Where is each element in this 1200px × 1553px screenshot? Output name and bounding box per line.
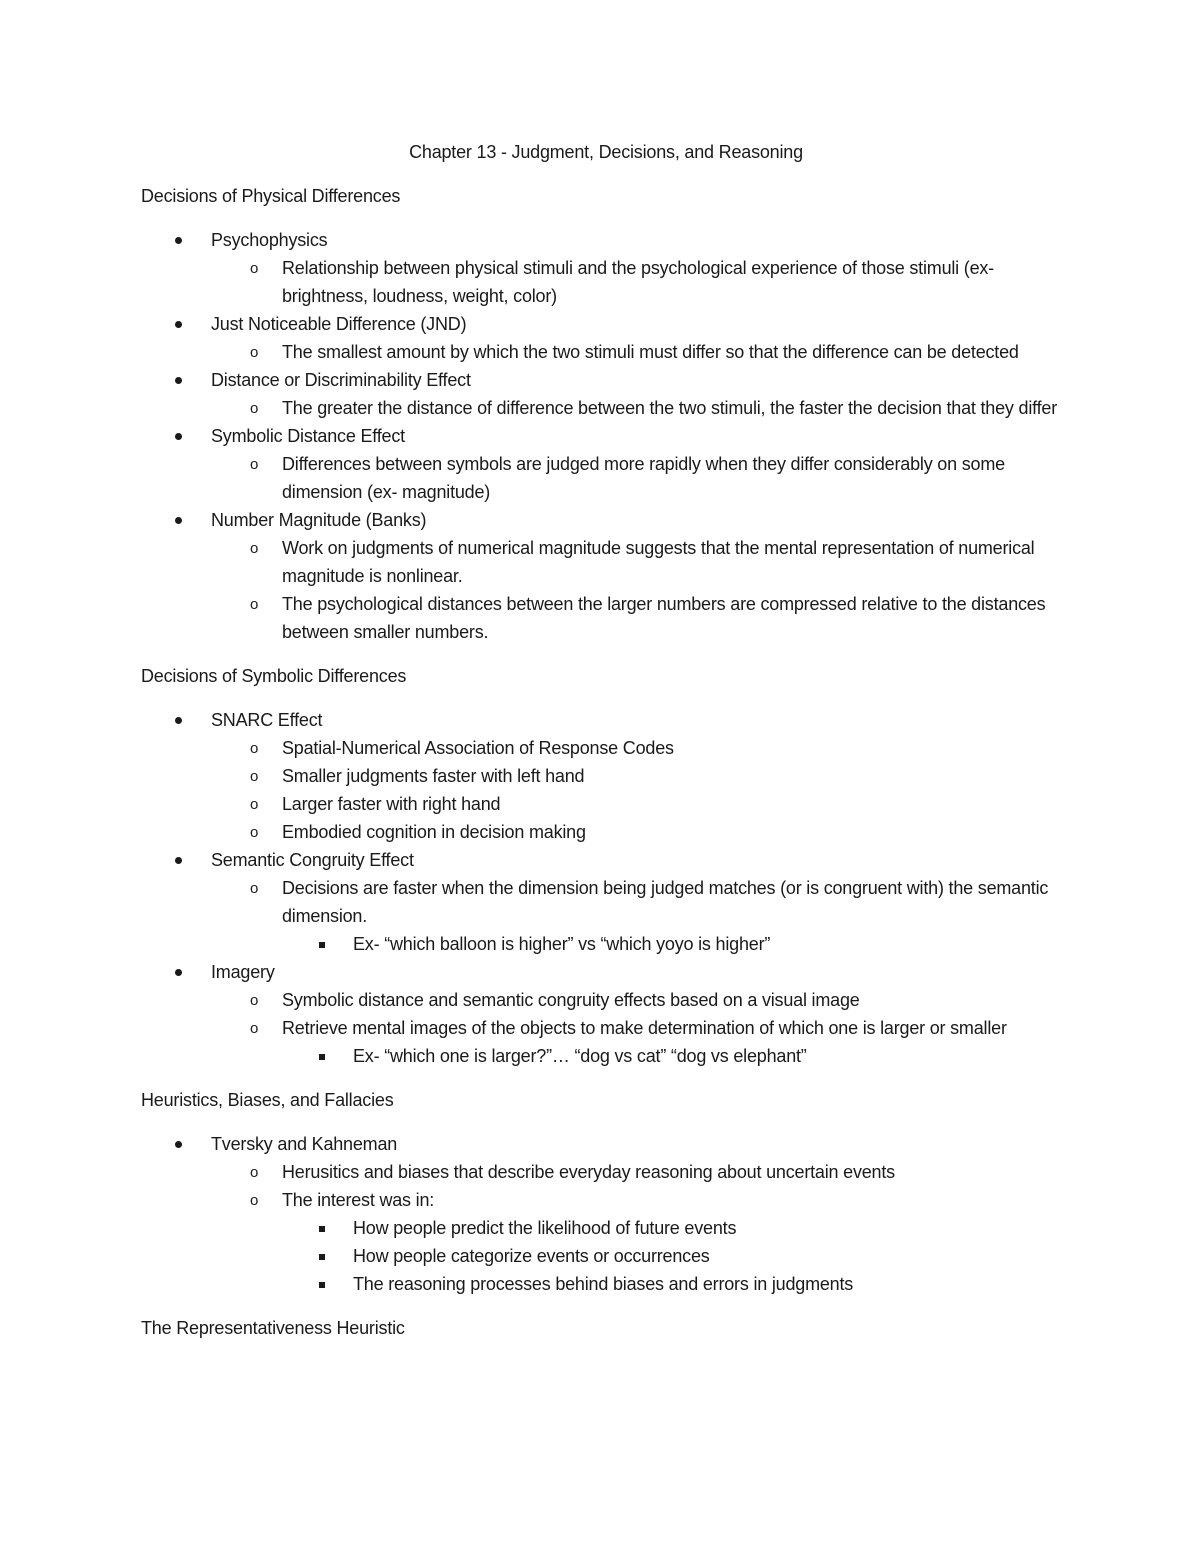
detail-list [141, 930, 1071, 958]
list-item-label: Number Magnitude (Banks) [211, 510, 427, 530]
sublist [141, 254, 1071, 310]
circle-bullet-icon: o [250, 880, 259, 897]
square-bullet-icon [319, 1282, 325, 1288]
list-item [141, 706, 1071, 846]
sublist-item [141, 534, 1071, 590]
sublist-item-text: Herusitics and biases that describe everyday reasoning about uncertain events [282, 1162, 895, 1182]
bullet-dot-icon [175, 717, 182, 724]
circle-bullet-icon: o [250, 1164, 259, 1181]
sublist-item [141, 790, 1071, 818]
section-list [141, 226, 1071, 646]
bullet-dot-icon [175, 1141, 182, 1148]
list-item [141, 506, 1071, 646]
list-item [141, 958, 1071, 1070]
square-bullet-icon [319, 942, 325, 948]
square-bullet-icon [319, 1254, 325, 1260]
sublist-item-text: The psychological distances between the larger numbers are compressed relative to the distances between smaller numbers. [282, 594, 1046, 642]
sublist [141, 1158, 1071, 1298]
list-item [141, 1130, 1071, 1298]
circle-bullet-icon: o [250, 796, 259, 813]
document-body [141, 138, 1071, 1358]
sublist [141, 734, 1071, 846]
bullet-dot-icon [175, 321, 182, 328]
bullet-dot-icon [175, 517, 182, 524]
list-item-label: Distance or Discriminability Effect [211, 370, 471, 390]
list-item [141, 846, 1071, 958]
sublist-item-text: Larger faster with right hand [282, 794, 501, 814]
page-title: Chapter 13 - Judgment, Decisions, and Reasoning [409, 142, 803, 162]
list-item-label: Semantic Congruity Effect [211, 850, 414, 870]
document-sections [141, 182, 1071, 1342]
list-item-label: Tversky and Kahneman [211, 1134, 398, 1154]
circle-bullet-icon: o [250, 768, 259, 785]
circle-bullet-icon: o [250, 344, 259, 361]
sublist-item [141, 874, 1071, 958]
sublist-item [141, 1186, 1071, 1298]
detail-list [141, 1214, 1071, 1298]
detail-item-text: How people categorize events or occurrences [353, 1246, 710, 1266]
sublist-item [141, 590, 1071, 646]
circle-bullet-icon: o [250, 540, 259, 557]
sublist-item [141, 1158, 1071, 1186]
list-item [141, 366, 1071, 422]
bullet-dot-icon [175, 433, 182, 440]
sublist-item [141, 338, 1071, 366]
detail-item [282, 1214, 1071, 1242]
circle-bullet-icon: o [250, 824, 259, 841]
circle-bullet-icon: o [250, 456, 259, 473]
list-item-label: Psychophysics [211, 230, 328, 250]
list-item [141, 226, 1071, 310]
sublist-item-text: The greater the distance of difference between the two stimuli, the faster the decision that they differ [282, 398, 1057, 418]
sublist-item-text: Embodied cognition in decision making [282, 822, 586, 842]
circle-bullet-icon: o [250, 740, 259, 757]
square-bullet-icon [319, 1054, 325, 1060]
sublist-item-text: Smaller judgments faster with left hand [282, 766, 585, 786]
detail-item [282, 1270, 1071, 1298]
list-item-label: Imagery [211, 962, 275, 982]
list-item [141, 310, 1071, 366]
detail-item [282, 1042, 1071, 1070]
detail-item-text: Ex- “which one is larger?”… “dog vs cat” “dog vs elephant” [353, 1046, 807, 1066]
sublist-item-text: Symbolic distance and semantic congruity effects based on a visual image [282, 990, 860, 1010]
sublist-item-text: Decisions are faster when the dimension being judged matches (or is congruent with) the semantic dimension. [282, 878, 1049, 926]
sublist-item-text: Spatial-Numerical Association of Response Codes [282, 738, 674, 758]
sublist [141, 986, 1071, 1070]
bullet-dot-icon [175, 969, 182, 976]
detail-item-text: Ex- “which balloon is higher” vs “which yoyo is higher” [353, 934, 771, 954]
sublist-item-text: Differences between symbols are judged more rapidly when they differ considerably on some dimension (ex- magnitude) [282, 454, 1005, 502]
sublist-item-text: Retrieve mental images of the objects to make determination of which one is larger or smaller [282, 1018, 1007, 1038]
sublist [141, 874, 1071, 958]
detail-item [282, 930, 1071, 958]
detail-item [282, 1242, 1071, 1270]
list-item-label: Just Noticeable Difference (JND) [211, 314, 467, 334]
sublist-item [141, 254, 1071, 310]
section-heading: Decisions of Physical Differences [141, 186, 401, 206]
bullet-dot-icon [175, 237, 182, 244]
sublist [141, 394, 1071, 422]
sublist [141, 338, 1071, 366]
section-heading: The Representativeness Heuristic [141, 1318, 405, 1338]
bullet-dot-icon [175, 377, 182, 384]
sublist-item [141, 1014, 1071, 1070]
section-list [141, 1130, 1071, 1298]
circle-bullet-icon: o [250, 400, 259, 417]
section-heading: Heuristics, Biases, and Fallacies [141, 1090, 394, 1110]
sublist-item [141, 762, 1071, 790]
list-item-label: Symbolic Distance Effect [211, 426, 405, 446]
sublist-item-text: The smallest amount by which the two stimuli must differ so that the difference can be detected [282, 342, 1019, 362]
sublist-item-text: The interest was in: [282, 1190, 435, 1210]
sublist-item-text: Relationship between physical stimuli and the psychological experience of those stimuli (ex- brightness, loudness, weight, color) [282, 258, 994, 306]
circle-bullet-icon: o [250, 992, 259, 1009]
sublist-item [141, 818, 1071, 846]
sublist-item-text: Work on judgments of numerical magnitude suggests that the mental representation of numerical magnitude is nonlinear. [282, 538, 1035, 586]
bullet-dot-icon [175, 857, 182, 864]
detail-list [141, 1042, 1071, 1070]
sublist-item [141, 734, 1071, 762]
circle-bullet-icon: o [250, 1192, 259, 1209]
sublist-item [141, 450, 1071, 506]
section-list [141, 706, 1071, 1070]
sublist-item [141, 986, 1071, 1014]
sublist [141, 534, 1071, 646]
sublist-item [141, 394, 1071, 422]
circle-bullet-icon: o [250, 260, 259, 277]
section-heading: Decisions of Symbolic Differences [141, 666, 407, 686]
list-item-label: SNARC Effect [211, 710, 323, 730]
detail-item-text: How people predict the likelihood of future events [353, 1218, 737, 1238]
sublist [141, 450, 1071, 506]
list-item [141, 422, 1071, 506]
circle-bullet-icon: o [250, 1020, 259, 1037]
detail-item-text: The reasoning processes behind biases and errors in judgments [353, 1274, 854, 1294]
circle-bullet-icon: o [250, 596, 259, 613]
square-bullet-icon [319, 1226, 325, 1232]
